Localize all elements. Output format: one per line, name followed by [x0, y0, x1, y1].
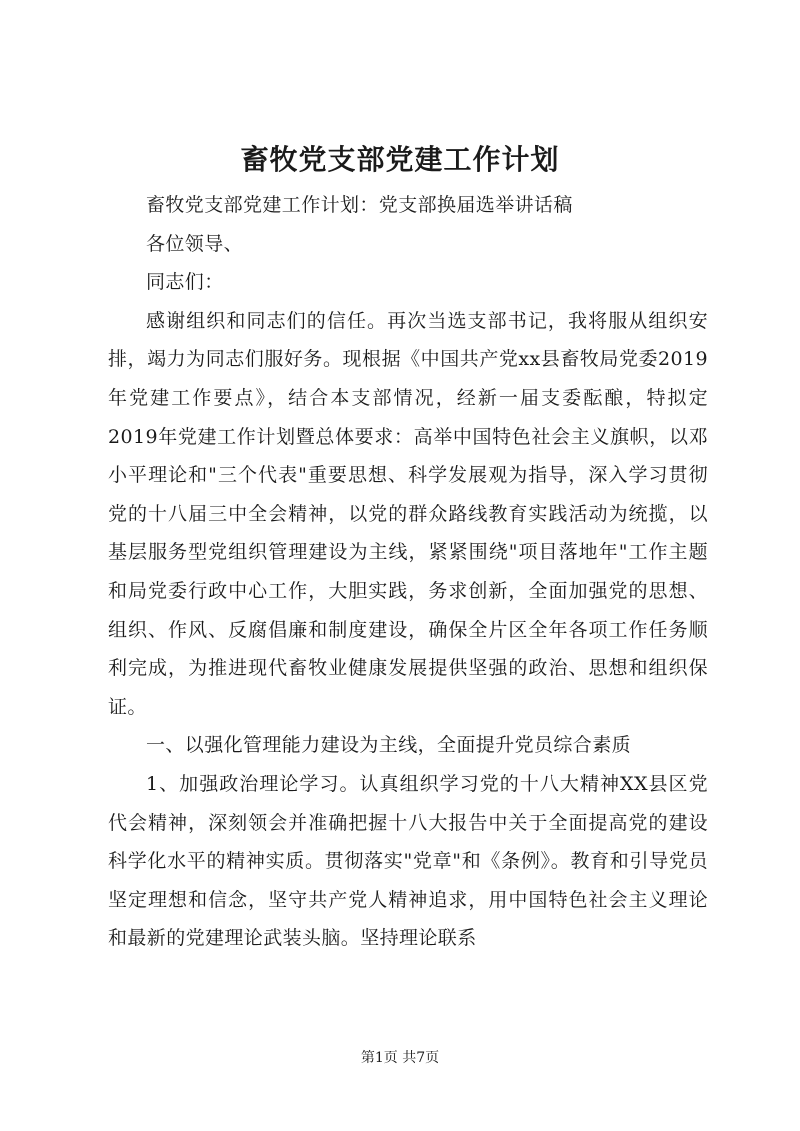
- page-number: 第1页 共7页: [360, 1050, 440, 1066]
- subtitle-paragraph: 畜牧党支部党建工作计划：党支部换届选举讲话稿: [146, 194, 573, 216]
- salutation-comrades: 同志们：: [146, 271, 224, 294]
- body-paragraph: 感谢组织和同志们的信任。再次当选支部书记，我将服从组织安排，竭力为同志们服好务。现根据《中国共产党xx县畜牧局党委2019年党建工作要点》，结合本支部情况，经新一届支委酝酿，特拟定2019年党建工作计划暨总体要求：高举中国特色社会主义旗帜，以邓小平理论和"三个代表"重要思想、科学发展观为指导，深入学习贯彻党的十八届三中全会精神，以党的群众路线教育实践活动为统揽，以基层服务型党组织管理建设为主线，紧紧围绕"项目落地年"工作主题和局党委行政中心工作，大胆实践，务求创新，全面加强党的思想、组织、作风、反腐倡廉和制度建设，确保全片区全年各项工作任务顺利完成，为推进现代畜牧业健康发展提供坚强的政治、思想和组织保证。: [108, 309, 708, 718]
- salutation-leaders: 各位领导、: [146, 232, 244, 255]
- section-heading: 一、以强化管理能力建设为主线，全面提升党员综合素质: [146, 734, 632, 757]
- document-body: [108, 186, 708, 958]
- document-title: 畜牧党支部党建工作计划: [240, 143, 560, 176]
- body-paragraph: 1、加强政治理论学习。认真组织学习党的十八大精神XX县区党代会精神，深刻领会并准确把握十八大报告中关于全面提高党的建设科学化水平的精神实质。贯彻落实"党章"和《条例》。教育和引导党员坚定理想和信念，坚守共产党人精神追求，用中国特色社会主义理论和最新的党建理论武装头脑。坚持理论联系: [108, 772, 708, 950]
